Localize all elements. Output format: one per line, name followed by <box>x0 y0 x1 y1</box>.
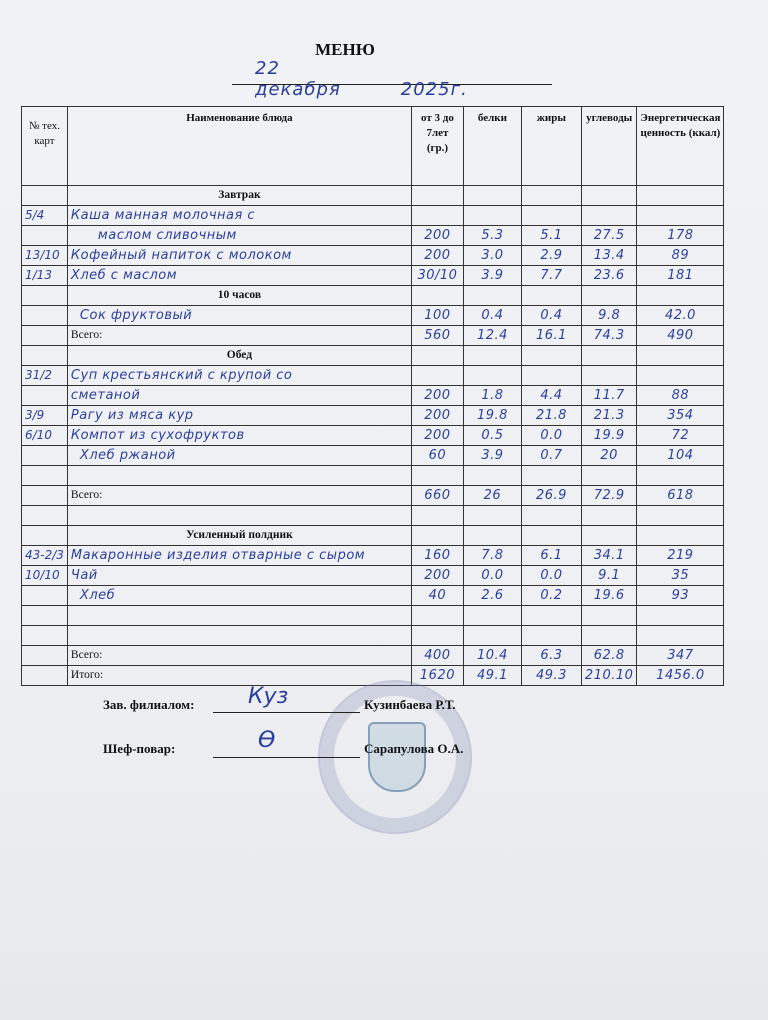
empty-row <box>22 466 724 486</box>
date-year: 2025г. <box>400 79 468 100</box>
empty-row <box>22 606 724 626</box>
tech-card-code: 5/4 <box>22 206 68 226</box>
table-row: 6/10 Компот из сухофруктов 200 0.5 0.0 19.9 72 <box>22 426 724 446</box>
total-label: Всего: <box>67 486 411 506</box>
grand-total-label: Итого: <box>67 666 411 686</box>
table-row <box>22 366 724 386</box>
head-label: Зав. филиалом: <box>103 697 195 712</box>
section-breakfast: Завтрак <box>67 186 411 206</box>
dish-name: Компот из сухофруктов <box>67 426 411 446</box>
chef-name: Сарапулова О.А. <box>364 741 464 756</box>
energy-cell: 178 <box>637 226 724 246</box>
tech-card-code: 43-2/3 <box>22 546 68 566</box>
table-row <box>22 206 724 226</box>
tech-card-code: 3/9 <box>22 406 68 426</box>
section-ten: 10 часов <box>67 286 411 306</box>
dish-name: Каша манная молочная с <box>67 206 411 226</box>
table-row: 1/13 Хлеб с маслом 30/10 3.9 7.7 23.6 181 <box>22 266 724 286</box>
total-row: Всего: 560 12.4 16.1 74.3 490 <box>22 326 724 346</box>
dish-name: маслом сливочным <box>67 226 411 246</box>
dish-name: Хлеб ржаной <box>67 446 411 466</box>
empty-row <box>22 626 724 646</box>
section-snack: Усиленный полдник <box>67 526 411 546</box>
section-row <box>22 186 724 206</box>
col-header-name: Наименование блюда <box>67 107 411 186</box>
chef-signature-line <box>213 756 360 758</box>
head-signature: Куз <box>248 684 289 709</box>
total-label: Всего: <box>67 326 411 346</box>
dish-name: Рагу из мяса кур <box>67 406 411 426</box>
head-signature-line <box>213 711 360 713</box>
table-row: 3/9 Рагу из мяса кур 200 19.8 21.8 21.3 354 <box>22 406 724 426</box>
section-row <box>22 286 724 306</box>
col-header-protein: белки <box>463 107 521 186</box>
tech-card-code: 13/10 <box>22 246 68 266</box>
table-row: Хлеб ржаной 60 3.9 0.7 20 104 <box>22 446 724 466</box>
col-header-num: № тех. карт <box>22 107 68 186</box>
chef-signature: Ѳ <box>258 728 276 753</box>
dish-name: Макаронные изделия отварные с сыром <box>67 546 411 566</box>
tech-card-code: 6/10 <box>22 426 68 446</box>
fat-cell: 5.1 <box>521 226 581 246</box>
grand-total-row: Итого: 1620 49.1 49.3 210.10 1456.0 <box>22 666 724 686</box>
handwritten-date <box>255 58 535 100</box>
total-row: Всего: 660 26 26.9 72.9 618 <box>22 486 724 506</box>
col-header-energy: Энергетическая ценность (ккал) <box>637 107 724 186</box>
total-row: Всего: 400 10.4 6.3 62.8 347 <box>22 646 724 666</box>
header-row <box>22 107 724 186</box>
dish-name: Чай <box>67 566 411 586</box>
tech-card-code: 31/2 <box>22 366 68 386</box>
table-row: 13/10 Кофейный напиток с молоком 200 3.0 2.9 13.4 89 <box>22 246 724 266</box>
date-day: 22 декабря <box>255 58 341 100</box>
table-row <box>22 226 724 246</box>
menu-table <box>21 106 724 686</box>
table-row: 10/10 Чай 200 0.0 0.0 9.1 35 <box>22 566 724 586</box>
head-name: Кузинбаева Р.Т. <box>364 697 456 712</box>
section-row <box>22 346 724 366</box>
seal-emblem <box>368 722 426 792</box>
dish-name: Сок фруктовый <box>67 306 411 326</box>
dish-name: Хлеб <box>67 586 411 606</box>
portion-cell: 200 <box>411 226 463 246</box>
carbs-cell: 27.5 <box>581 226 637 246</box>
dish-name: Кофейный напиток с молоком <box>67 246 411 266</box>
protein-cell: 5.3 <box>463 226 521 246</box>
page-title: МЕНЮ <box>315 40 375 59</box>
table-row: Хлеб 40 2.6 0.2 19.6 93 <box>22 586 724 606</box>
table-row: сметаной 200 1.8 4.4 11.7 88 <box>22 386 724 406</box>
empty-row <box>22 506 724 526</box>
section-lunch: Обед <box>67 346 411 366</box>
chef-label: Шеф-повар: <box>103 741 176 756</box>
section-row <box>22 526 724 546</box>
total-label: Всего: <box>67 646 411 666</box>
dish-name: Хлеб с маслом <box>67 266 411 286</box>
dish-name: сметаной <box>67 386 411 406</box>
tech-card-code: 10/10 <box>22 566 68 586</box>
col-header-fat: жиры <box>521 107 581 186</box>
table-row: Сок фруктовый 100 0.4 0.4 9.8 42.0 <box>22 306 724 326</box>
tech-card-code: 1/13 <box>22 266 68 286</box>
dish-name: Суп крестьянский с крупой со <box>67 366 411 386</box>
table-row: 43-2/3 Макаронные изделия отварные с сыром 160 7.8 6.1 34.1 219 <box>22 546 724 566</box>
col-header-portion: от 3 до 7лет (гр.) <box>411 107 463 186</box>
col-header-carbs: углеводы <box>581 107 637 186</box>
